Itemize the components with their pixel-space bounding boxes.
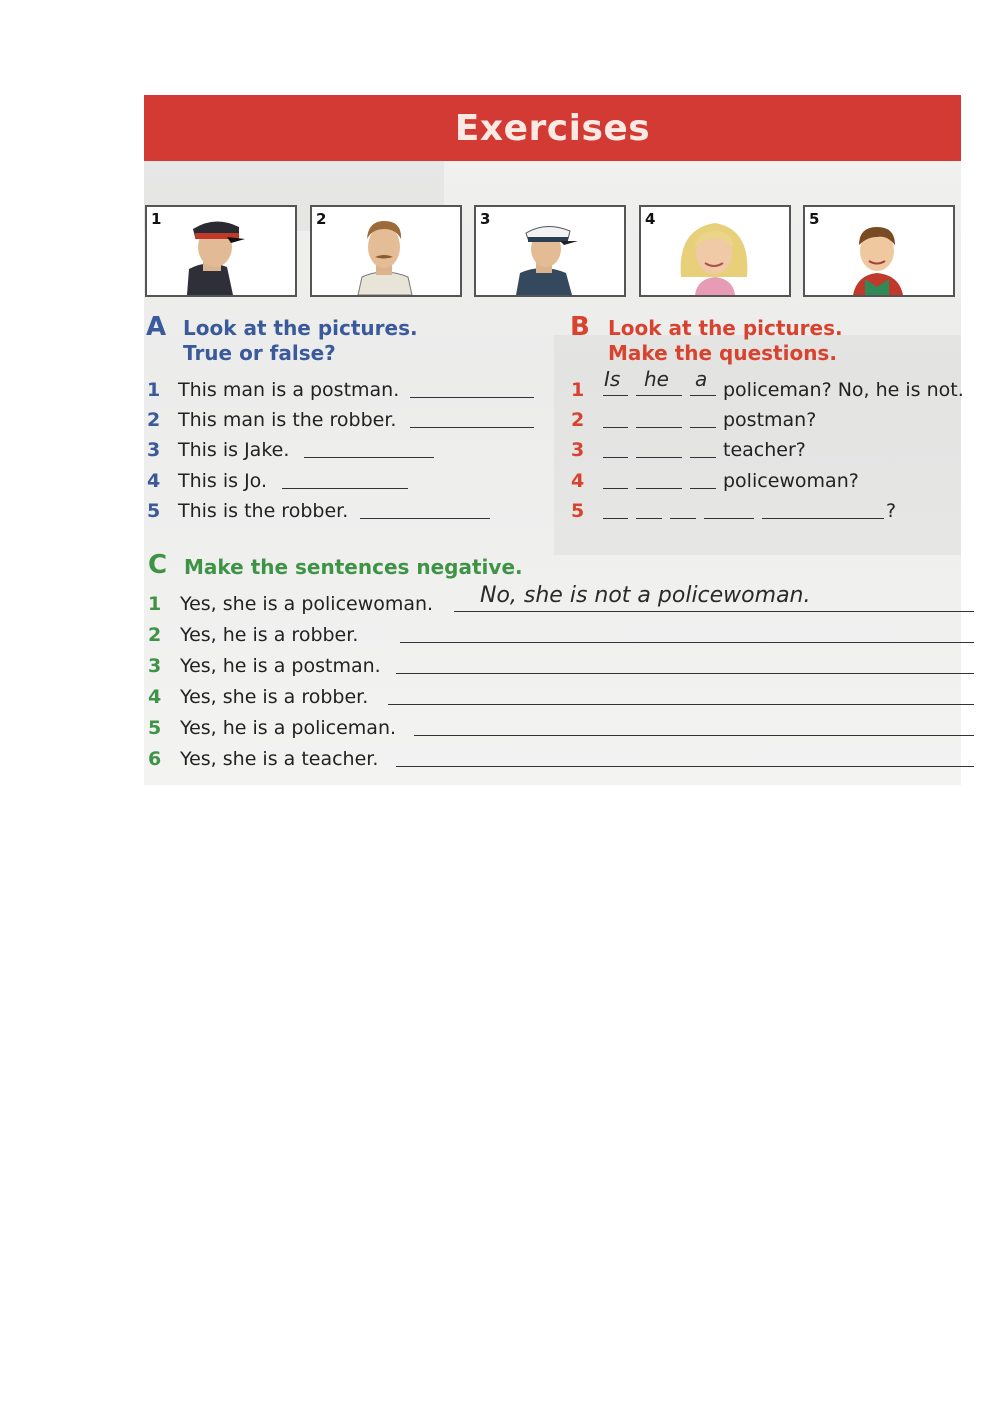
item-number: 4 xyxy=(147,470,161,492)
answer-blank[interactable] xyxy=(603,427,628,428)
section-c-item: Yes, he is a postman. xyxy=(180,655,381,677)
item-number: 3 xyxy=(148,655,162,677)
answer-line[interactable] xyxy=(396,673,974,674)
answer-blank[interactable] xyxy=(603,395,628,396)
answer-blank[interactable] xyxy=(690,427,716,428)
answer-blank[interactable] xyxy=(690,395,716,396)
picture-number: 1 xyxy=(151,210,162,228)
section-a-title-line2: True or false? xyxy=(183,341,336,365)
answer-blank[interactable] xyxy=(690,488,716,489)
section-c-item: Yes, he is a robber. xyxy=(180,624,359,646)
section-b-item: teacher? xyxy=(723,439,806,461)
postman-icon xyxy=(147,207,295,295)
answer-blank[interactable] xyxy=(636,457,682,458)
answer-blank[interactable] xyxy=(762,518,884,519)
answer-blank[interactable] xyxy=(636,518,662,519)
picture-panel-3 xyxy=(474,205,626,297)
answer-line[interactable] xyxy=(388,704,974,705)
woman-icon xyxy=(641,207,789,295)
answer-line[interactable] xyxy=(282,488,408,489)
section-b-title-line2: Make the questions. xyxy=(608,341,837,365)
picture-panel-1 xyxy=(145,205,297,297)
picture-panel-4 xyxy=(639,205,791,297)
answer-blank[interactable] xyxy=(690,457,716,458)
section-a-item: This man is a postman. xyxy=(178,379,400,401)
section-a-item: This is Jo. xyxy=(178,470,268,492)
answer-blank[interactable] xyxy=(603,518,628,519)
section-b-title-line1: Look at the pictures. xyxy=(608,316,843,340)
section-c-item: Yes, she is a robber. xyxy=(180,686,369,708)
answer-line[interactable] xyxy=(410,427,534,428)
item-number: 6 xyxy=(148,748,162,770)
section-a-title-line1: Look at the pictures. xyxy=(183,316,418,340)
answer-blank[interactable] xyxy=(603,457,628,458)
item-number: 2 xyxy=(148,624,162,646)
answer-blank[interactable] xyxy=(704,518,754,519)
item-number: 4 xyxy=(571,470,585,492)
answer-line[interactable] xyxy=(304,457,434,458)
handwritten-answer: he xyxy=(644,367,669,391)
section-a-item: This is the robber. xyxy=(178,500,349,522)
answer-blank[interactable] xyxy=(670,518,696,519)
item-number: 5 xyxy=(148,717,162,739)
answer-line[interactable] xyxy=(400,642,974,643)
picture-number: 5 xyxy=(809,210,820,228)
handwritten-answer: Is xyxy=(604,367,621,391)
section-a-item: This is Jake. xyxy=(178,439,290,461)
answer-line[interactable] xyxy=(396,766,974,767)
man-mustache-icon xyxy=(312,207,460,295)
item-number: 2 xyxy=(147,409,161,431)
answer-blank[interactable] xyxy=(636,427,682,428)
section-c-title: Make the sentences negative. xyxy=(184,555,523,579)
item-number: 5 xyxy=(147,500,161,522)
item-number: 2 xyxy=(571,409,585,431)
item-number: 1 xyxy=(147,379,161,401)
exercise-sheet xyxy=(144,95,964,785)
item-number: 5 xyxy=(571,500,585,522)
answer-blank[interactable] xyxy=(636,488,682,489)
handwritten-answer: a xyxy=(695,367,708,391)
picture-number: 3 xyxy=(480,210,491,228)
boy-icon xyxy=(805,207,953,295)
item-number: 1 xyxy=(571,379,585,401)
section-b-item: policewoman? xyxy=(723,470,859,492)
section-c-item: Yes, she is a teacher. xyxy=(180,748,379,770)
answer-blank[interactable] xyxy=(636,395,682,396)
section-a-letter: A xyxy=(146,312,167,342)
policeman-icon xyxy=(476,207,624,295)
picture-number: 2 xyxy=(316,210,327,228)
section-b-item: policeman? No, he is not. xyxy=(723,379,964,401)
handwritten-answer: No, she is not a policewoman. xyxy=(480,583,811,608)
item-number: 4 xyxy=(148,686,162,708)
page-title: Exercises xyxy=(454,107,651,149)
section-b-item: postman? xyxy=(723,409,817,431)
answer-line[interactable] xyxy=(360,518,490,519)
section-c-item: Yes, she is a policewoman. xyxy=(180,593,434,615)
answer-line[interactable] xyxy=(414,735,974,736)
picture-panel-5 xyxy=(803,205,955,297)
answer-line[interactable] xyxy=(410,397,534,398)
section-a-item: This man is the robber. xyxy=(178,409,397,431)
item-number: 3 xyxy=(571,439,585,461)
section-c-letter: C xyxy=(148,550,168,580)
section-b-letter: B xyxy=(570,312,590,342)
item-number: 1 xyxy=(148,593,162,615)
answer-blank[interactable] xyxy=(603,488,628,489)
answer-line[interactable] xyxy=(454,611,974,612)
item-number: 3 xyxy=(147,439,161,461)
picture-panel-2 xyxy=(310,205,462,297)
picture-number: 4 xyxy=(645,210,656,228)
section-c-item: Yes, he is a policeman. xyxy=(180,717,397,739)
section-b-item: ? xyxy=(886,500,897,522)
title-banner xyxy=(144,95,961,161)
